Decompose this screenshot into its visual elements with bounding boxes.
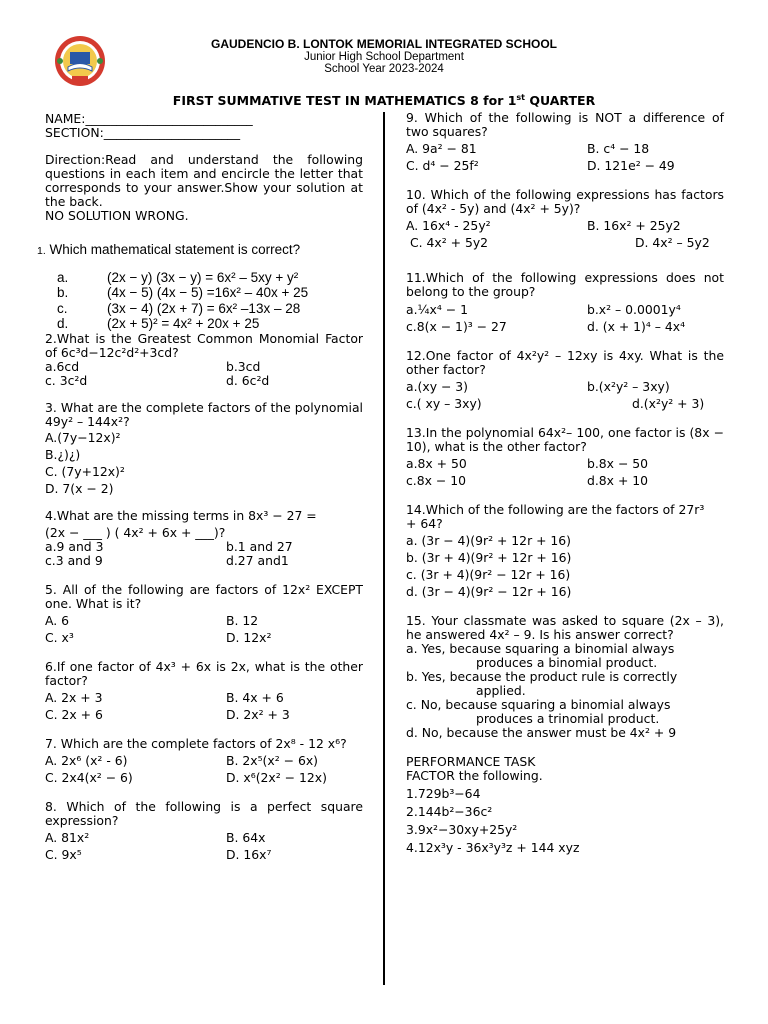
- q1-option-text: (2x − y) (3x − y) = 6x² – 5xy + y²: [107, 269, 299, 285]
- q5-stem: 5. All of the following are factors of 12x² EXCEPT one. What is it?: [45, 581, 363, 611]
- q6-option-b[interactable]: B. 4x + 6: [226, 689, 284, 705]
- q6-option-d[interactable]: D. 2x² + 3: [226, 706, 290, 722]
- q1-stem: Which mathematical statement is correct?: [49, 242, 301, 257]
- q4-option-d[interactable]: d.27 and1: [226, 552, 289, 568]
- school-year: School Year 2023-2024: [324, 63, 444, 75]
- q11-option-d[interactable]: d. (x + 1)⁴ – 4x⁴: [587, 319, 686, 334]
- q6-stem: 6.If one factor of 4x³ + 6x is 2x, what is the other factor?: [45, 658, 363, 688]
- q4-stem-line2: (2x − ___ ) ( 4x² + 6x + ___)?: [45, 524, 226, 540]
- q12-option-c[interactable]: c.( xy – 3xy): [406, 396, 482, 411]
- q9-stem: 9. Which of the following is NOT a difference of two squares?: [406, 110, 724, 139]
- q1-option-text: (3x − 4) (2x + 7) = 6x² –13x – 28: [107, 300, 301, 316]
- question-12: [406, 349, 724, 411]
- question-8: [45, 800, 363, 862]
- q1-option-a[interactable]: [45, 270, 363, 286]
- q9-option-d[interactable]: D. 121e² − 49: [587, 158, 675, 173]
- q1-option-text: (4x − 5) (4x − 5) =16x² – 40x + 25: [107, 285, 309, 300]
- performance-item-1: 1.729b³−64: [406, 786, 481, 801]
- q2-option-c[interactable]: c. 3c²d: [45, 372, 88, 388]
- question-5: [45, 583, 363, 645]
- question-3: [45, 401, 363, 496]
- q8-stem: 8. Which of the following is a perfect square expression?: [45, 798, 363, 828]
- q1-option-b[interactable]: [45, 285, 363, 301]
- q7-option-d[interactable]: D. x⁶(2x² − 12x): [226, 769, 327, 785]
- q3-option-d[interactable]: D. 7(x − 2): [45, 480, 114, 496]
- performance-instruction: FACTOR the following.: [406, 768, 543, 783]
- section-field[interactable]: SECTION:______________________: [45, 125, 241, 140]
- q13-stem: 13.In the polynomial 64x²– 100, one factor is (8x − 10), what is the other factor?: [406, 425, 724, 454]
- q10-option-c[interactable]: C. 4x² + 5y2: [410, 235, 489, 250]
- question-7: [45, 737, 363, 785]
- q4-stem-line1: 4.What are the missing terms in 8x³ − 27 =: [45, 507, 317, 523]
- q4-option-c[interactable]: c.3 and 9: [45, 552, 103, 568]
- q1-option-letter: b.: [57, 285, 69, 300]
- test-title-end: QUARTER: [525, 93, 596, 109]
- q1-number: 1.: [37, 245, 46, 257]
- question-1: [37, 242, 363, 332]
- left-column: [37, 111, 363, 862]
- test-title: [0, 93, 768, 108]
- q6-option-a[interactable]: A. 2x + 3: [45, 689, 103, 705]
- q13-option-b[interactable]: b.8x − 50: [587, 456, 649, 471]
- question-2: [45, 332, 363, 388]
- q10-option-d[interactable]: D. 4x² – 5y2: [635, 235, 710, 250]
- q3-option-a[interactable]: A.(7y−12x)²: [45, 429, 121, 445]
- performance-title: PERFORMANCE TASK: [406, 754, 536, 769]
- q12-option-d[interactable]: d.(x²y² + 3): [632, 396, 705, 411]
- q15-option-a-cont: produces a binomial product.: [476, 655, 658, 670]
- question-10: [406, 188, 724, 250]
- q14-option-a[interactable]: a. (3r − 4)(9r² + 12r + 16): [406, 533, 572, 548]
- q7-option-c[interactable]: C. 2x4(x² − 6): [45, 769, 133, 785]
- q13-option-a[interactable]: a.8x + 50: [406, 456, 467, 471]
- q15-option-b[interactable]: b. Yes, because the product rule is correctly: [406, 669, 678, 684]
- performance-task: [406, 755, 724, 855]
- q11-option-c[interactable]: c.8(x − 1)³ − 27: [406, 319, 507, 334]
- q1-option-d[interactable]: [45, 316, 363, 332]
- q10-option-a[interactable]: A. 16x⁴ - 25y²: [406, 218, 491, 233]
- q1-option-letter: c.: [57, 300, 68, 316]
- q5-option-c[interactable]: C. x³: [45, 629, 74, 645]
- q2-option-a[interactable]: a.6cd: [45, 358, 80, 374]
- q8-option-a[interactable]: A. 81x²: [45, 829, 90, 845]
- q4-option-a[interactable]: a.9 and 3: [45, 538, 104, 554]
- q9-option-b[interactable]: B. c⁴ − 18: [587, 141, 650, 156]
- q3-option-b[interactable]: B.¿)¿): [45, 446, 81, 462]
- question-6: [45, 660, 363, 722]
- department: Junior High School Department: [304, 50, 464, 63]
- q14-stem: 14.Which of the following are the factors of 27r³ + 64?: [406, 502, 705, 531]
- q4-option-b[interactable]: b.1 and 27: [226, 538, 293, 554]
- performance-item-4: 4.12x³y - 36x³y³z + 144 xyz: [406, 840, 580, 855]
- q9-option-a[interactable]: A. 9a² − 81: [406, 141, 477, 156]
- question-14: [406, 503, 724, 599]
- performance-item-3: 3.9x²−30xy+25y²: [406, 822, 518, 837]
- q12-option-a[interactable]: a.(xy − 3): [406, 379, 469, 394]
- q2-stem: 2.What is the Greatest Common Monomial Factor of 6c³d−12c²d²+3cd?: [45, 330, 363, 360]
- school-name: GAUDENCIO B. LONTOK MEMORIAL INTEGRATED SCHOOL: [210, 37, 557, 51]
- q11-option-a[interactable]: a.¼x⁴ − 1: [406, 302, 468, 317]
- question-15: [406, 614, 724, 740]
- q12-stem: 12.One factor of 4x²y² – 12xy is 4xy. What is the other factor?: [406, 348, 724, 377]
- q8-option-b[interactable]: B. 64x: [226, 829, 266, 845]
- q2-option-b[interactable]: b.3cd: [226, 358, 261, 374]
- q5-option-a[interactable]: A. 6: [45, 612, 70, 628]
- q15-stem: 15. Your classmate was asked to square (2x – 3), he answered 4x² – 9. Is his answer correct?: [406, 613, 724, 642]
- school-header: [0, 38, 768, 76]
- q2-option-d[interactable]: d. 6c²d: [226, 372, 270, 388]
- performance-item-2: 2.144b²−36c²: [406, 804, 493, 819]
- q11-stem: 11.Which of the following expressions does not belong to the group?: [406, 270, 724, 299]
- q11-option-b[interactable]: b.x² – 0.0001y⁴: [587, 302, 681, 317]
- q1-option-c[interactable]: [45, 301, 363, 317]
- q13-option-c[interactable]: c.8x − 10: [406, 473, 466, 488]
- question-11: [406, 271, 724, 334]
- q14-option-c[interactable]: c. (3r + 4)(9r² − 12r + 16): [406, 567, 571, 582]
- question-9: [406, 111, 724, 173]
- right-column: [406, 111, 724, 855]
- q15-option-d[interactable]: d. No, because the answer must be 4x² + 9: [406, 725, 677, 740]
- q14-option-d[interactable]: d. (3r − 4)(9r² − 12r + 16): [406, 584, 572, 599]
- q3-option-c[interactable]: C. (7y+12x)²: [45, 463, 125, 479]
- q3-stem: 3. What are the complete factors of the polynomial 49y² – 144x²?: [45, 399, 363, 429]
- q7-option-a[interactable]: A. 2x⁶ (x² - 6): [45, 752, 128, 768]
- q1-option-letter: d.: [57, 316, 69, 331]
- q7-option-b[interactable]: B. 2x⁵(x² − 6x): [226, 752, 319, 768]
- q12-option-b[interactable]: b.(x²y² – 3xy): [587, 379, 670, 394]
- q6-option-c[interactable]: C. 2x + 6: [45, 706, 103, 722]
- q15-option-b-cont: applied.: [476, 683, 526, 698]
- q9-option-c[interactable]: C. d⁴ − 25f²: [406, 158, 479, 173]
- q1-option-letter: a.: [57, 269, 69, 285]
- q15-option-a[interactable]: a. Yes, because squaring a binomial always: [406, 641, 675, 656]
- q5-option-b[interactable]: B. 12: [226, 612, 259, 628]
- column-divider: [383, 112, 385, 985]
- directions: Direction:Read and understand the following questions in each item and encircle the letter that corresponds to your answer.Show your solution at the back.: [45, 152, 363, 209]
- q10-stem: 10. Which of the following expressions has factors of (4x² - 5y) and (4x² + 5y)?: [406, 187, 724, 216]
- q8-option-d[interactable]: D. 16x⁷: [226, 846, 272, 862]
- q14-option-b[interactable]: b. (3r + 4)(9r² + 12r + 16): [406, 550, 572, 565]
- question-13: [406, 426, 724, 488]
- q1-option-text: (2x + 5)² = 4x² + 20x + 25: [107, 316, 260, 331]
- q7-stem: 7. Which are the complete factors of 2x⁸ - 12 x⁶?: [45, 735, 347, 751]
- name-field[interactable]: NAME:___________________________: [45, 111, 253, 126]
- test-title-main: FIRST SUMMATIVE TEST IN MATHEMATICS 8 for 1: [172, 93, 517, 109]
- q13-option-d[interactable]: d.8x + 10: [587, 473, 649, 488]
- q15-option-c-cont: produces a trinomial product.: [476, 711, 660, 726]
- directions-note: NO SOLUTION WRONG.: [45, 208, 189, 223]
- question-4: [45, 509, 363, 568]
- test-title-sup: st: [516, 93, 526, 102]
- q10-option-b[interactable]: B. 16x² + 25y2: [587, 218, 681, 233]
- q8-option-c[interactable]: C. 9x⁵: [45, 846, 82, 862]
- q15-option-c[interactable]: c. No, because squaring a binomial always: [406, 697, 671, 712]
- q5-option-d[interactable]: D. 12x²: [226, 629, 272, 645]
